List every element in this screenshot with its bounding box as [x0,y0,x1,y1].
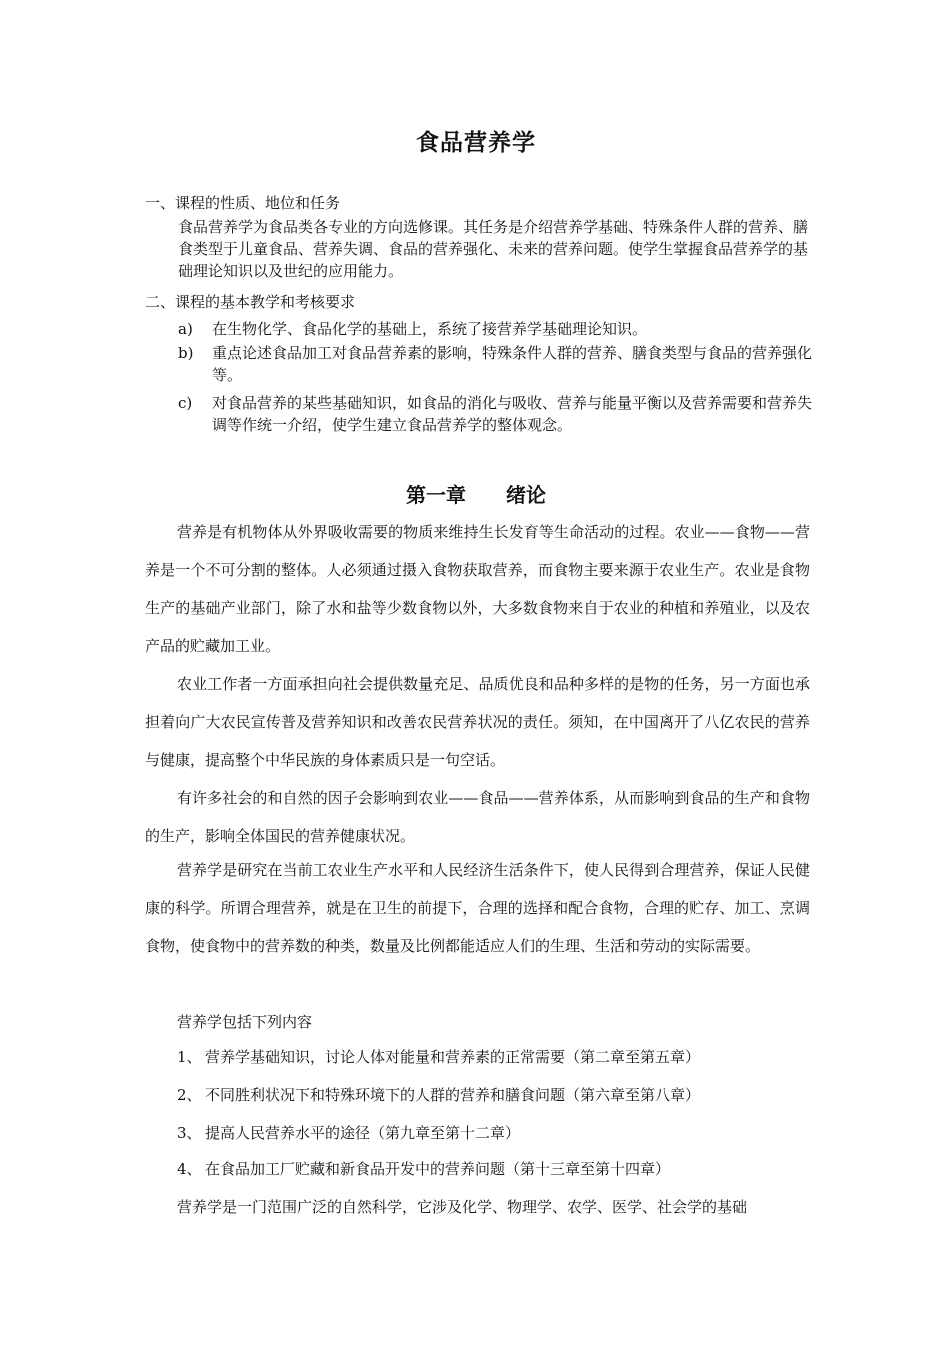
content-list-item [177,1158,670,1180]
item-number: 1、 [177,1048,202,1066]
body-paragraph: 营养学包括下列内容 [177,1013,313,1031]
list-text: 在生物化学、食品化学的基础上，系统了接营养学基础理论知识。 [212,320,648,338]
section-2-heading: 二、课程的基本教学和考核要求 [145,293,356,311]
item-number: 4、 [177,1160,202,1178]
document-title: 食品营养学 [416,129,536,156]
content-list-item [177,1046,700,1068]
body-paragraph: 营养是有机物体从外界吸收需要的物质来维持生长发育等生命活动的过程。农业——食物——营养是一个不可分割的整体。人必须通过摄入食物获取营养，而食物主要来源于农业生产。农业是食物生产的基础产业部门，除了水和盐等少数食物以外，大多数食物来自于农业的种植和养殖业，以及农产品的贮藏加工业。 [145,523,810,655]
body-paragraph-last: 营养学是一门范围广泛的自然科学，它涉及化学、物理学、农学、医学、社会学的基础 [177,1198,748,1216]
item-text: 不同胜利状况下和特殊环境下的人群的营养和膳食问题（第六章至第八章） [205,1086,701,1104]
chapter-name: 绪论 [506,483,546,507]
list-text: 重点论述食品加工对食品营养素的影响，特殊条件人群的营养、膳食类型与食品的营养强化等。 [212,344,813,384]
chapter-number: 第一章 [406,483,466,507]
list-marker: a) [178,320,193,338]
section-1-heading: 一、课程的性质、地位和任务 [145,194,341,212]
content-list-item [177,1084,700,1106]
item-text: 营养学基础知识，讨论人体对能量和营养素的正常需要（第二章至第五章） [205,1048,701,1066]
body-paragraph: 农业工作者一方面承担向社会提供数量充足、品质优良和品种多样的是物的任务，另一方面也承担着向广大农民宣传普及营养知识和改善农民营养状况的责任。须知，在中国离开了八亿农民的营养与健康，提高整个中华民族的身体素质只是一句空话。 [145,675,810,769]
list-text: 对食品营养的某些基础知识，如食品的消化与吸收、营养与能量平衡以及营养需要和营养失调等作统一介绍，使学生建立食品营养学的整体观念。 [212,394,813,434]
content-list-item [177,1122,520,1144]
item-text: 在食品加工厂贮藏和新食品开发中的营养问题（第十三章至第十四章） [205,1160,671,1178]
chapter-heading [0,479,952,508]
list-marker: b) [178,344,194,362]
list-marker: c) [178,394,193,412]
body-paragraph: 有许多社会的和自然的因子会影响到农业——食品——营养体系，从而影响到食品的生产和食物的生产，影响全体国民的营养健康状况。 [145,789,810,845]
body-paragraph: 营养学是研究在当前工农业生产水平和人民经济生活条件下，使人民得到合理营养，保证人民健康的科学。所谓合理营养，就是在卫生的前提下，合理的选择和配合食物，合理的贮存、加工、烹调食物，使食物中的营养数的种类，数量及比例都能适应人们的生理、生活和劳动的实际需要。 [145,861,810,955]
item-number: 2、 [177,1086,202,1104]
section-1-text: 食品营养学为食品类各专业的方向选修课。其任务是介绍营养学基础、特殊条件人群的营养、膳食类型于儿童食品、营养失调、食品的营养强化、未来的营养问题。使学生掌握食品营养学的基础理论知识以及世纪的应用能力。 [178,218,809,280]
item-text: 提高人民营养水平的途径（第九章至第十二章） [205,1124,521,1142]
item-number: 3、 [177,1124,202,1142]
